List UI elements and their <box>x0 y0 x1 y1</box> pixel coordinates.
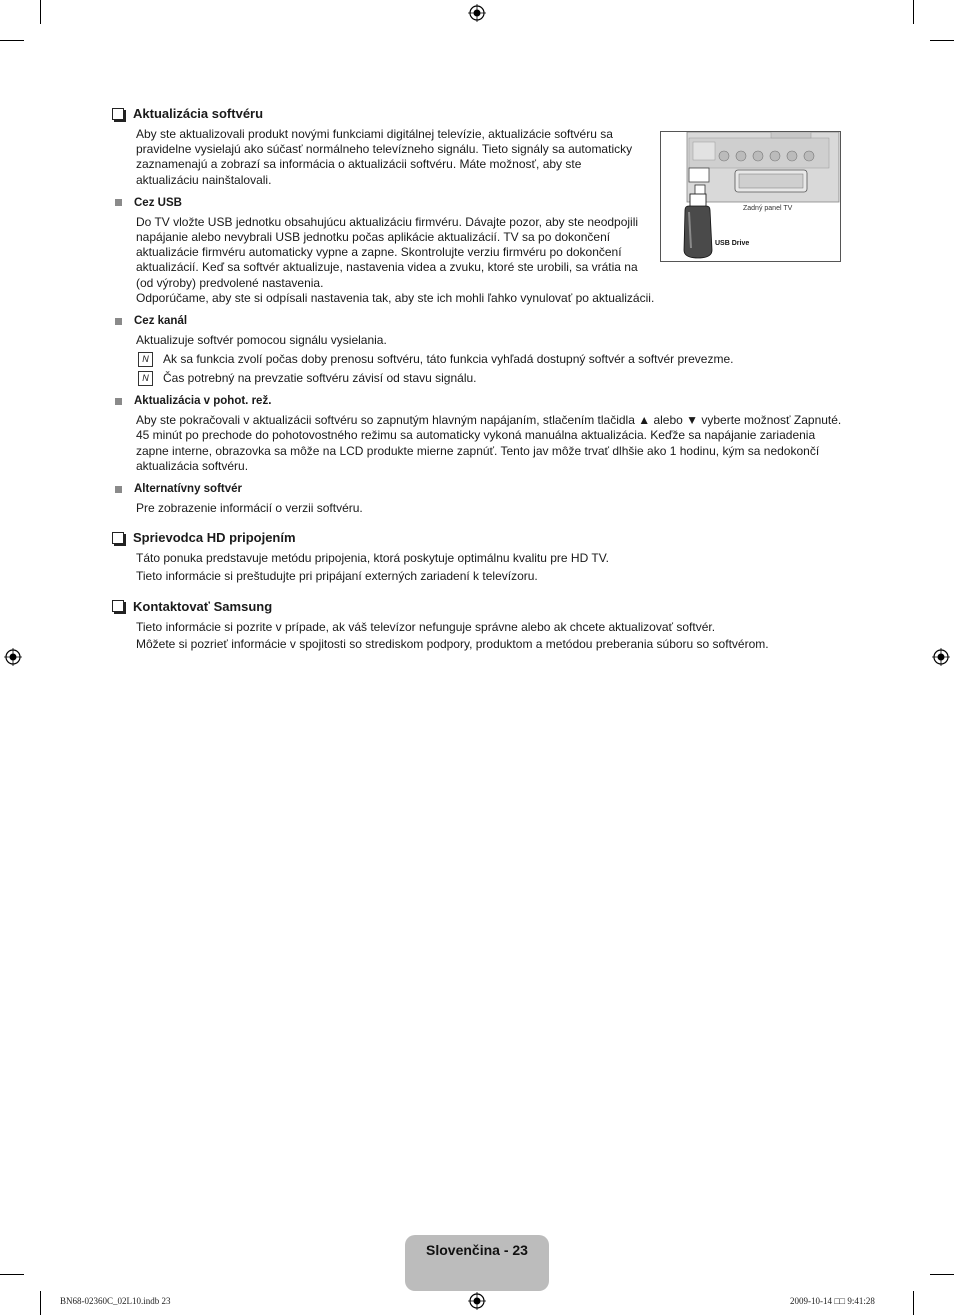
hd-guide-paragraph: Táto ponuka predstavuje metódu pripojenia, ktorá poskytuje optimálnu kvalitu pre HD TV. <box>136 551 609 566</box>
rear-panel-label: Zadný panel TV <box>743 205 793 212</box>
page-number-tab <box>405 1235 549 1291</box>
checkbox-bullet-icon <box>112 532 124 544</box>
usb-drive-label: USB Drive <box>715 240 750 247</box>
square-bullet-icon <box>115 318 122 325</box>
alternative-paragraph: Pre zobrazenie informácií o verzii softvéru. <box>136 501 363 516</box>
registration-mark-left <box>4 648 22 666</box>
section-title-software-update: Aktualizácia softvéru <box>110 106 842 121</box>
square-bullet-icon <box>115 398 122 405</box>
checkbox-bullet-icon <box>112 108 124 120</box>
sub-title-usb: Cez USB <box>110 197 842 209</box>
section-title-contact-samsung: Kontaktovať Samsung <box>110 599 842 614</box>
note-item: N Čas potrebný na prevzatie softvéru závisí od stavu signálu. <box>136 371 842 386</box>
contact-paragraph: Tieto informácie si pozrite v prípade, ak váš televízor nefunguje správne alebo ak chcete aktualizovať softvér. <box>136 619 716 634</box>
software-update-intro: Aby ste aktualizovali produkt novými funkciami digitálnej televízie, aktualizácie softvéru sa pravidelne vysielajú ako súčasť normálneho televízneho signálu. Tieto signály sa automaticky zaznamenajú a zobrazí sa informácia o aktualizácii softvéru. Máte možnosť, aby ste aktualizáciu nainštalovali. <box>136 127 633 187</box>
sub-title-channel: Cez kanál <box>110 315 842 327</box>
sub-title-alternative-software: Alternatívny softvér <box>110 483 842 495</box>
registration-mark-top <box>468 4 486 22</box>
section-title-hd-guide: Sprievodca HD pripojením <box>110 530 842 545</box>
file-info: BN68-02360C_02L10.indb 23 <box>60 1296 171 1306</box>
page-number-label: Slovenčina - 23 <box>426 1242 528 1258</box>
hd-guide-paragraph: Tieto informácie si preštudujte pri pripájaní externých zariadení k televízoru. <box>136 569 538 584</box>
usb-connection-figure <box>660 131 841 262</box>
note-icon: N <box>138 352 153 367</box>
note-item: N Ak sa funkcia zvolí počas doby prenosu softvéru, táto funkcia vyhľadá dostupný softvér a softvér prevezme. <box>136 352 842 367</box>
contact-paragraph: Môžete si pozrieť informácie v spojitosti so strediskom podpory, produktom a metódou preberania súboru so softvérom. <box>136 636 769 651</box>
square-bullet-icon <box>115 486 122 493</box>
checkbox-bullet-icon <box>112 600 124 612</box>
sub-title-standby-update: Aktualizácia v pohot. rež. <box>110 395 842 407</box>
usb-recommendation: Odporúčame, aby ste si odpísali nastavenia tak, aby ste ich mohli ľahko vynulovať po aktualizácii. <box>136 290 655 305</box>
usb-paragraph: Do TV vložte USB jednotku obsahujúcu aktualizáciu firmvéru. Dávajte pozor, aby ste neodpojili napájanie alebo nevybrali USB jednotku počas aplikácie aktualizácií. TV sa po dokončení aktualizácie firmvéru automaticky vypne a zapne. Skontrolujte verziu firmvéru po dokončení aktualizácií. Keď sa softvér aktualizuje, nastavenia videa a zvuku, ktoré ste urobili, sa vrátia na (od výroby) predvolené nastavenia. <box>136 214 639 290</box>
standby-paragraph: Aby ste pokračovali v aktualizácii softvéru so zapnutým hlavným napájaním, stlačením tlačidla ▲ alebo ▼ vyberte možnosť Zapnuté. 45 minút po prechode do pohotovostného režimu sa automaticky vykoná manuálna aktualizácia. Keďže sa napájanie zariadenia zapne interne, obrazovka sa môže na LCD produkte mierne zapnúť. Tento jav môže trvať dlhšie ako 1 hodinu, kým sa nedokončí aktualizácia softvéru. <box>136 413 842 473</box>
registration-mark-bottom <box>468 1292 486 1310</box>
channel-paragraph: Aktualizuje softvér pomocou signálu vysielania. <box>136 333 387 348</box>
square-bullet-icon <box>115 199 122 206</box>
tv-rear-panel-illustration <box>661 132 840 261</box>
print-timestamp: 2009-10-14 □□ 9:41:28 <box>790 1296 875 1306</box>
note-icon: N <box>138 371 153 386</box>
registration-mark-right <box>932 648 950 666</box>
